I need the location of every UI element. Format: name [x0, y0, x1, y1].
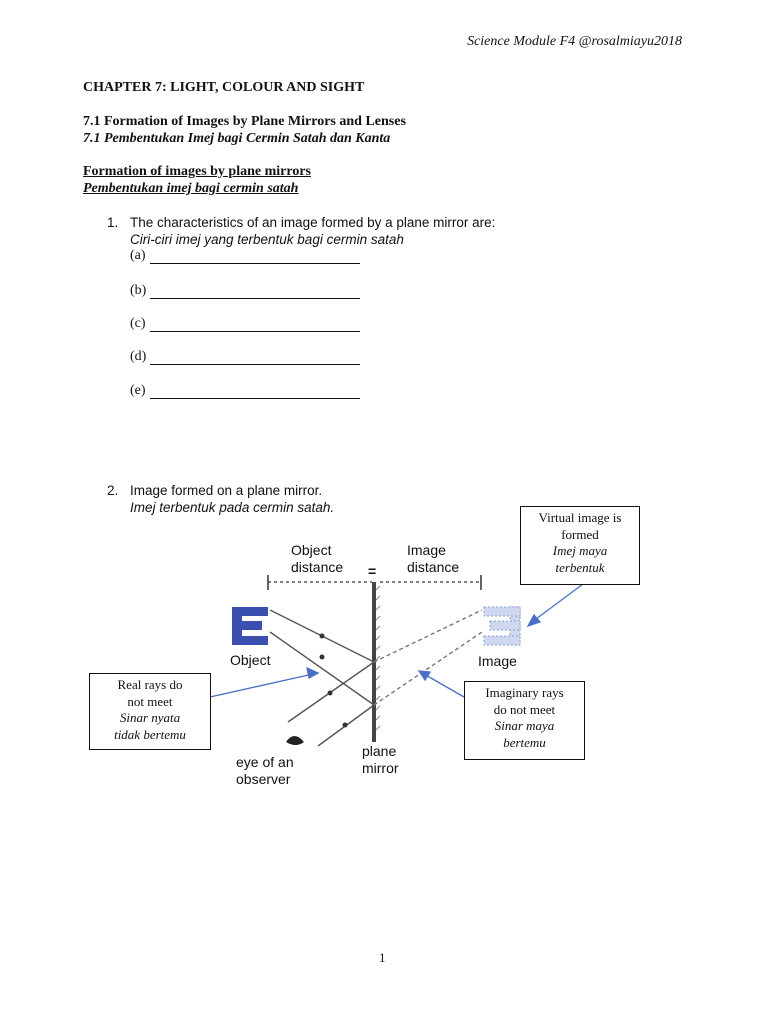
imaginary-rays-callout: Imaginary rays do not meet Sinar maya bertemu	[464, 681, 585, 760]
section-title-en: 7.1 Formation of Images by Plane Mirrors and Lenses	[83, 114, 406, 129]
question-2-text-ms: Imej terbentuk pada cermin satah.	[130, 500, 335, 515]
chapter-title: CHAPTER 7: LIGHT, COLOUR AND SIGHT	[83, 80, 365, 95]
blank-label: (e)	[130, 383, 146, 398]
question-1-text-ms: Ciri-ciri imej yang terbentuk bagi cermin satah	[130, 232, 404, 247]
object-label: Object	[230, 652, 271, 668]
blank-label: (c)	[130, 316, 146, 331]
section-title-ms: 7.1 Pembentukan Imej bagi Cermin Satah dan Kanta	[83, 131, 391, 146]
question-2-text: Image formed on a plane mirror.	[130, 483, 323, 498]
subsection-title-en: Formation of images by plane mirrors	[83, 164, 311, 179]
question-2-number: 2.	[107, 483, 119, 498]
object-distance-label: Object distance	[291, 542, 344, 575]
blank-label: (d)	[130, 349, 147, 364]
page-number: 1	[379, 950, 386, 965]
real-rays	[270, 610, 374, 746]
object-e-shape	[232, 607, 268, 645]
real-rays-callout: Real rays do not meet Sinar nyata tidak bertemu	[89, 673, 211, 750]
blank-label: (b)	[130, 283, 147, 298]
imaginary-rays-pointer	[424, 674, 464, 697]
image-reversed-e-shape	[484, 607, 520, 645]
eye-label: eye of an observer	[236, 754, 294, 787]
question-1-number: 1.	[107, 215, 119, 230]
virtual-image-callout: Virtual image is formed Imej maya terbentuk	[520, 506, 640, 585]
image-label: Image	[478, 653, 517, 669]
image-distance-label: Image distance	[407, 542, 460, 575]
question-1-text: The characteristics of an image formed by a plane mirror are:	[130, 215, 496, 230]
eye-icon	[286, 736, 304, 745]
virtual-image-pointer	[532, 584, 583, 622]
mirror-label: plane mirror	[362, 743, 399, 776]
equals-sign: =	[368, 563, 377, 579]
page-header: Science Module F4 @rosalmiayu2018	[467, 34, 682, 49]
blank-label: (a)	[130, 248, 146, 263]
real-rays-pointer	[210, 674, 313, 697]
subsection-title-ms: Pembentukan imej bagi cermin satah	[83, 181, 299, 196]
